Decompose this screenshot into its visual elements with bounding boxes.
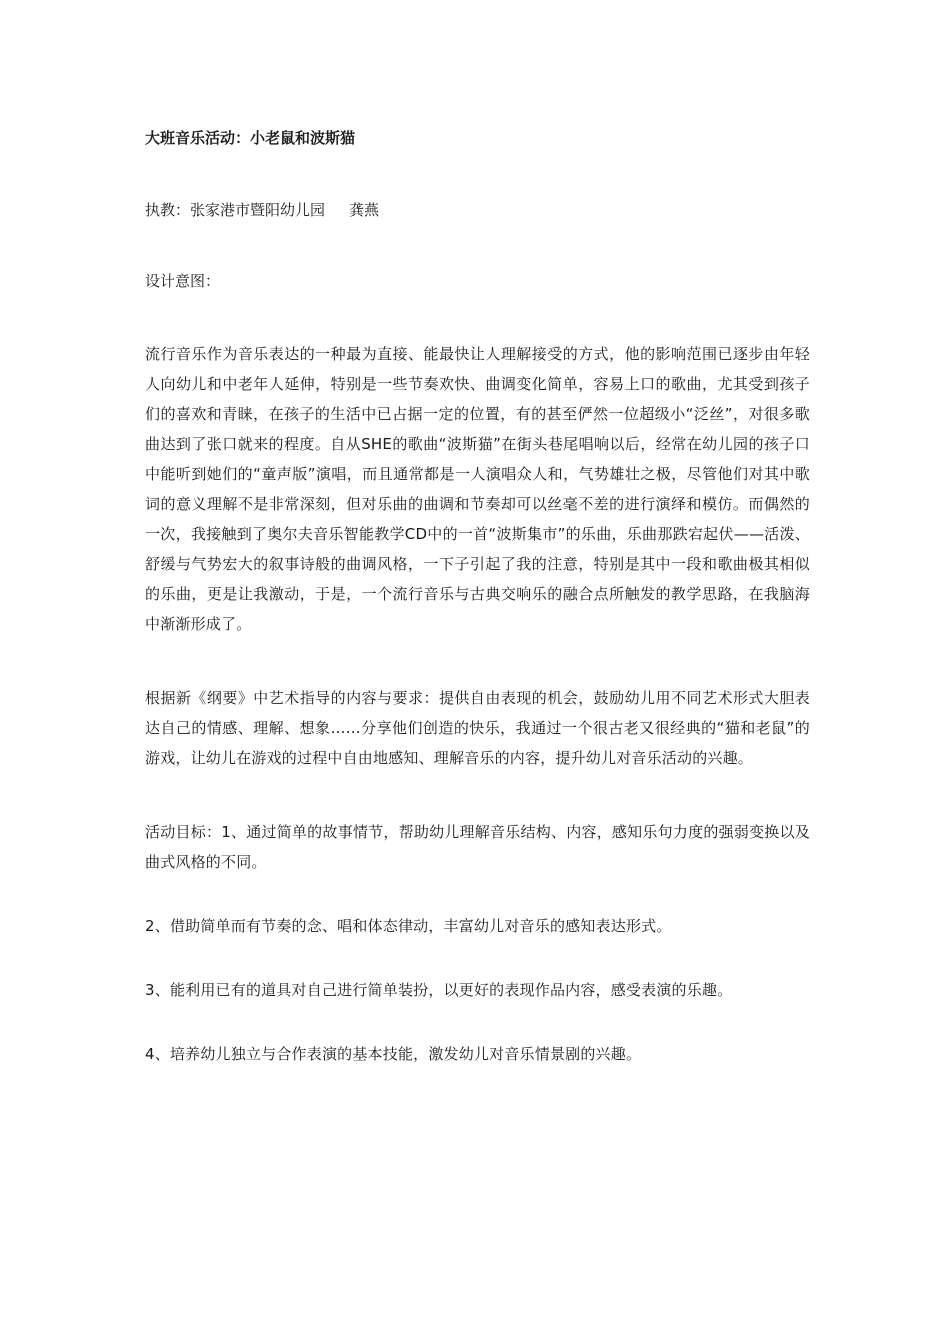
goal-2: 2、借助简单而有节奏的念、唱和体态律动，丰富幼儿对音乐的感知表达形式。 <box>145 917 672 935</box>
goal-3: 3、能利用已有的道具对自己进行简单装扮，以更好的表现作品内容，感受表演的乐趣。 <box>145 981 733 999</box>
paragraph-design-intent: 流行音乐作为音乐表达的一种最为直接、能最快让人理解接受的方式，他的影响范围已逐步由年轻人向幼儿和中老年人延伸，特别是一些节奏欢快、曲调变化简单，容易上口的歌曲，尤其受到孩子们的喜欢和青睐，在孩子的生活中已占据一定的位置，有的甚至俨然一位超级小“泛丝”，对很多歌曲达到了张口就来的程度。自从SHE的歌曲“波斯猫”在街头巷尾唱响以后，经常在幼儿园的孩子口中能听到她们的“童声版”演唱，而且通常都是一人演唱众人和，气势雄壮之极，尽管他们对其中歌词的意义理解不是非常深刻，但对乐曲的曲调和节奏却可以丝毫不差的进行演绎和模仿。而偶然的一次，我接触到了奥尔夫音乐智能教学CD中的一首“波斯集市”的乐曲，乐曲那跌宕起伏——活泼、舒缓与气势宏大的叙事诗般的曲调风格，一下子引起了我的注意，特别是其中一段和歌曲极其相似的乐曲，更是让我激动，于是，一个流行音乐与古典交响乐的融合点所触发的教学思路，在我脑海中渐渐形成了。 <box>145 345 810 633</box>
document-page <box>145 124 810 1069</box>
paragraph-guideline: 根据新《纲要》中艺术指导的内容与要求：提供自由表现的机会，鼓励幼儿用不同艺术形式大胆表达自己的情感、理解、想象……分享他们创造的快乐，我通过一个很古老又很经典的“猫和老鼠”的游戏，让幼儿在游戏的过程中自由地感知、理解音乐的内容，提升幼儿对音乐活动的兴趣。 <box>145 689 810 767</box>
teacher-line <box>145 196 810 224</box>
goal-1: 活动目标：1、通过简单的故事情节，帮助幼儿理解音乐结构、内容，感知乐句力度的强弱变换以及曲式风格的不同。 <box>145 823 810 871</box>
document-title: 大班音乐活动：小老鼠和波斯猫 <box>145 129 356 147</box>
teacher-label: 执教：张家港市暨阳幼儿园 <box>145 201 326 219</box>
design-heading: 设计意图： <box>145 272 221 290</box>
teacher-name: 龚燕 <box>349 201 380 219</box>
goal-4: 4、培养幼儿独立与合作表演的基本技能，激发幼儿对音乐情景剧的兴趣。 <box>145 1045 642 1063</box>
